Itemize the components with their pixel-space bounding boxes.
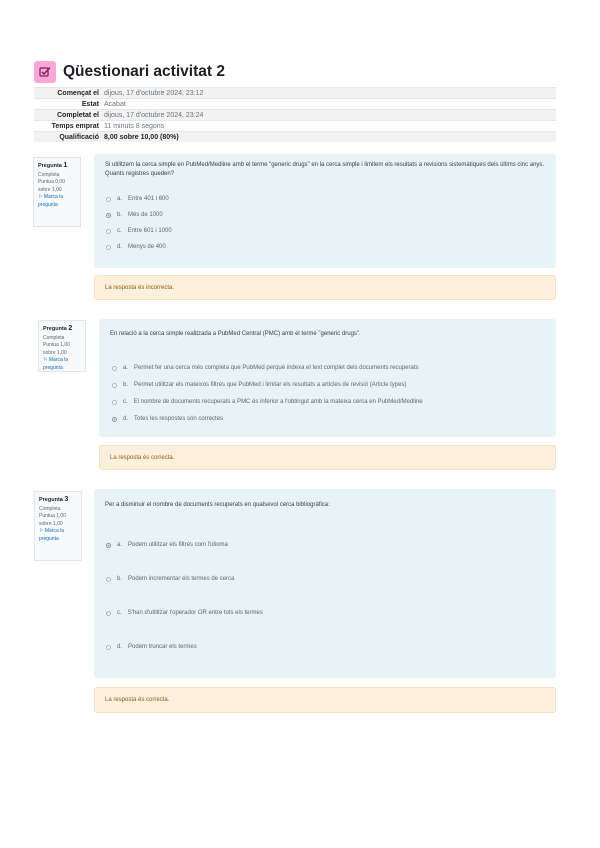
radio-button-selected[interactable]	[106, 543, 111, 548]
question-state: Completa	[39, 505, 61, 512]
flag-icon: ⚐	[43, 357, 48, 363]
answer-option[interactable]	[106, 196, 169, 202]
checkbox-edit-icon	[39, 66, 51, 78]
option-text: Permet fer una cerca més completa que PubMed perquè indexa el text complet dels documents recuperats	[134, 365, 419, 371]
option-letter: c.	[117, 228, 122, 234]
question-text: Per a disminuir el nombre de documents recuperats en qualsevol cerca bibliogràfica:	[105, 502, 330, 508]
option-letter: c.	[123, 399, 128, 405]
answer-option[interactable]	[112, 365, 419, 371]
option-text: Entre 601 i 1000	[127, 228, 172, 234]
option-text: El nombre de documents recuperats a PMC és inferior a l'obtingut amb la mateixa cerca en PubMed/Medline	[133, 399, 423, 405]
answer-option[interactable]	[112, 416, 223, 422]
answer-option[interactable]	[106, 644, 197, 650]
option-letter: a.	[123, 365, 129, 371]
radio-button[interactable]	[112, 383, 117, 388]
option-letter: c.	[117, 610, 122, 616]
option-letter: d.	[117, 244, 123, 250]
question-mark: Puntua 0,00 sobre 1,00	[38, 179, 65, 193]
option-letter: b.	[117, 212, 123, 218]
summary-value: Acabat	[104, 100, 126, 108]
feedback-box-2	[99, 445, 556, 470]
flag-label: Marca la pregunta	[38, 194, 64, 208]
question-text: Si utilitzem la cerca simple en PubMed/Medline amb el terme "generic drugs" en la cerca simple i limitem els resultats a revisions sistemàtiques dels últims cinc anys. Quants registres queden?	[105, 162, 545, 177]
question-number: 2	[68, 325, 73, 332]
flag-question-link[interactable]	[38, 194, 76, 209]
summary-value: 8,00 sobre 10,00 (80%)	[104, 133, 179, 141]
option-text: Podem truncar els termes	[128, 644, 197, 650]
option-text: Podem incrementar els termes de cerca	[128, 576, 235, 582]
radio-button[interactable]	[112, 400, 117, 405]
answer-option[interactable]	[106, 212, 163, 218]
page-title: Qüestionari activitat 2	[63, 63, 225, 80]
feedback-box-3	[94, 687, 556, 713]
answer-option[interactable]	[106, 610, 263, 616]
summary-label: Completat el	[56, 111, 99, 119]
question-box-3	[94, 489, 556, 678]
question-number: 1	[63, 162, 68, 169]
answer-option[interactable]	[112, 382, 406, 388]
attempt-summary-table	[34, 87, 556, 142]
option-letter: b.	[117, 576, 123, 582]
flag-label: Marca la pregunta	[43, 357, 69, 371]
summary-label: Temps emprat	[51, 122, 99, 130]
question-info-3	[34, 491, 82, 561]
option-letter: b.	[123, 382, 129, 388]
answer-option[interactable]	[112, 399, 423, 405]
question-mark: Puntua 1,00 sobre 1,00	[43, 342, 70, 356]
summary-row	[34, 98, 556, 109]
option-letter: a.	[117, 542, 123, 548]
question-box-1	[94, 154, 556, 268]
summary-row	[34, 120, 556, 131]
flag-label: Marca la pregunta	[39, 528, 65, 542]
option-letter: d.	[117, 644, 123, 650]
summary-row	[34, 87, 556, 98]
question-number: 3	[64, 496, 69, 503]
summary-label: Començat el	[57, 89, 99, 97]
radio-button[interactable]	[106, 577, 111, 582]
option-letter: a.	[117, 196, 123, 202]
summary-label: Qualificació	[59, 133, 99, 141]
question-state: Completa	[43, 334, 65, 341]
option-text: Totes les respostes són correctes	[134, 416, 224, 422]
question-number-label: Pregunta	[38, 163, 62, 169]
flag-question-link[interactable]	[43, 357, 81, 372]
radio-button[interactable]	[106, 645, 111, 650]
radio-button-selected[interactable]	[112, 417, 117, 422]
option-text: Podem utilitzar els filtres com l'idioma	[128, 542, 228, 548]
radio-button[interactable]	[106, 197, 111, 202]
question-box-2	[99, 319, 556, 437]
quiz-icon	[34, 61, 56, 83]
summary-label: Estat	[81, 100, 99, 108]
radio-button[interactable]	[106, 245, 111, 250]
question-text: En relació a la cerca simple realitzada a PubMed Central (PMC) amb el terme "generic drugs".	[110, 331, 361, 337]
summary-row	[34, 109, 556, 120]
option-text: Permet utilitzar els mateixos filtres que PubMed i limitar els resultats a articles de revisió (Article types)	[134, 382, 407, 388]
question-mark: Puntua 1,00 sobre 1,00	[39, 513, 66, 527]
option-text: Menys de 400	[128, 244, 166, 250]
option-text: Entre 401 i 600	[128, 196, 169, 202]
option-letter: d.	[123, 416, 129, 422]
radio-button[interactable]	[112, 366, 117, 371]
radio-button[interactable]	[106, 229, 111, 234]
flag-icon: ⚐	[38, 194, 43, 200]
answer-option[interactable]	[106, 542, 228, 548]
flag-icon: ⚐	[39, 528, 44, 534]
question-state: Completa	[38, 171, 60, 178]
question-number-label: Pregunta	[43, 326, 67, 332]
summary-value: dijous, 17 d'octubre 2024, 23:24	[104, 111, 204, 119]
summary-row	[34, 131, 556, 142]
option-text: Més de 1000	[128, 212, 163, 218]
answer-option[interactable]	[106, 244, 166, 250]
summary-value: 11 minuts 8 segons	[104, 122, 165, 130]
question-number-label: Pregunta	[39, 497, 63, 503]
feedback-box-1	[94, 275, 556, 300]
summary-value: dijous, 17 d'octubre 2024, 23:12	[104, 89, 204, 97]
feedback-text: La resposta és correcta.	[110, 454, 175, 461]
question-info-1	[33, 157, 81, 227]
feedback-text: La resposta és incorrecta.	[105, 284, 175, 291]
question-info-2	[38, 320, 86, 372]
flag-question-link[interactable]	[39, 528, 77, 543]
radio-button[interactable]	[106, 611, 111, 616]
answer-option[interactable]	[106, 576, 234, 582]
page-header	[34, 61, 225, 83]
option-text: S'han d'utilitzar l'operador OR entre tots els termes	[127, 610, 263, 616]
radio-button-selected[interactable]	[106, 213, 111, 218]
answer-option[interactable]	[106, 228, 172, 234]
feedback-text: La resposta és correcta.	[105, 697, 170, 703]
